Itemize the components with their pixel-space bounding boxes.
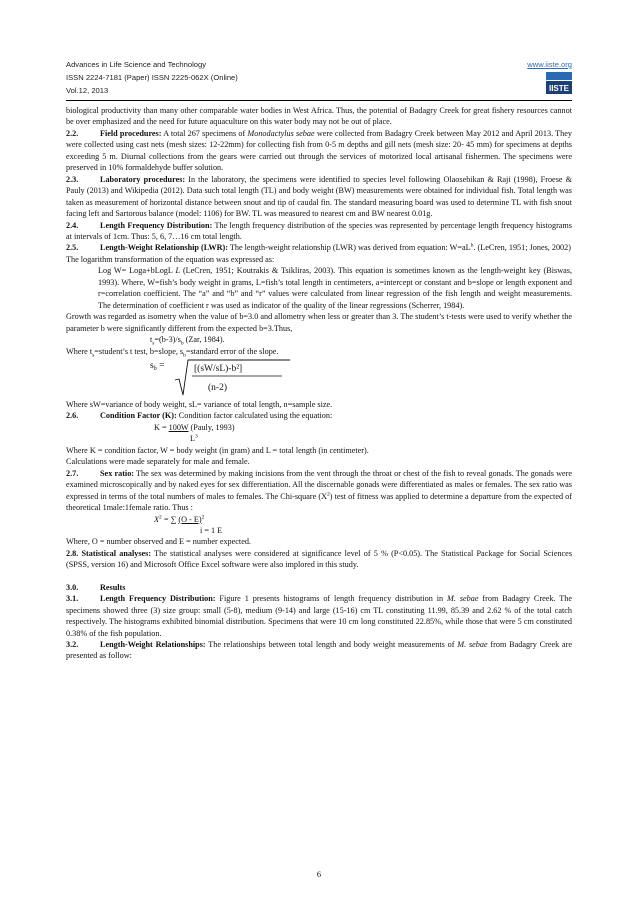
logo-text: IISTE [548, 84, 570, 93]
condition-factor-where: Where K = condition factor, W = body weight (in gram) and L = total length (in centimeter). [66, 445, 369, 455]
section-title: Condition Factor (K): [100, 411, 177, 421]
section-title: Field procedures: [100, 128, 162, 138]
section-2-7: 2.7. Sex ratio: The sex was determined by making incisions from the vent through the throat or chest of the fish to reveal gonads. The gonads were examined microscopically and by naked eyes for sex differentiation. All the discernable gonads were differentiated as males or females. The sex ratio was expressed in terms of the total numbers of males to females. The Chi-square $(X^2)$ test of fitness was applied to determine a departure from the expected of theoretical 1male:1female ratio. Thus : [66, 468, 572, 513]
chi-square-where: Where, O = number observed and E = number expected. [66, 537, 251, 547]
section-3-0 [66, 582, 572, 593]
journal-volume: Vol.12, 2013 [66, 86, 109, 95]
section-2-4: 2.4. Length Frequency Distribution: The length frequency distribution of the species was represented by percentage length frequency histograms at intervals of 1cm. Thus: 5, 6, 7…16 cm total length. [66, 220, 572, 241]
section-number: 3.1. [66, 594, 79, 604]
species-name: M. sebae [457, 640, 488, 650]
intro-paragraph: biological productivity than many other comparable water bodies in West Africa. Thus, the potential of Badagry Creek for great fishery resources cannot be over emphasized and the need for future aquaculture on this water body may not be out of place. [66, 106, 572, 127]
iiste-logo-icon [546, 72, 572, 94]
page-number: 6 [316, 870, 322, 879]
section-title: Length-Weight Relationships: [100, 640, 206, 650]
journal-name: Advances in Life Science and Technology [66, 60, 207, 69]
calculations-note: Calculations were made separately for male and female. [66, 457, 250, 467]
section-2-2: 2.2. Field procedures: A total 267 specimens of Monodactylus sebae were collected from Badagry Creek between May 2012 and April 2013. They were collected using cast nets (mesh sizes: 12-22mm) for collecting fish from 0-5 m depths and gill nets (mesh size: 20- 45 mm) for specimens at depths exceeding 5 m. Diurnal collections from the gears were carried out through the services of motorized local artisanal fishermen. The specimens were preserved in 10% formaldehyde buffer solution. [66, 128, 573, 173]
variance-where: Where sW=variance of body weight, sL= variance of total length, n=sample size. [66, 399, 333, 409]
section-title: Length Frequency Distribution: [100, 594, 216, 604]
section-number: 2.6. [66, 411, 79, 421]
section-number: 2.4. [66, 220, 79, 230]
section-number: 2.7. [66, 468, 79, 478]
t-test-equation: $t_s=(b-3)/s_b$ (Zar, 1984). [150, 335, 225, 347]
section-number: 3.0. [66, 582, 79, 592]
sb-numerator: [(sW/sL)-b²] [194, 363, 243, 374]
sb-denominator: (n-2) [208, 382, 227, 393]
journal-url-link[interactable]: www.iiste.org [527, 60, 572, 69]
svg-text:sb =: $s_b$ = [150, 360, 165, 372]
section-2-3: 2.3. Laboratory procedures: In the laboratory, the specimens were identified to species level following Olaosebikan & Raji (1998), Froese & Pauly (2013) and Wikipedia (2012). Data such total length (TL) and body weight (BW) measurements were obtained for individual fish. Total length was taken as measurement of horizontal distance between snout and tip of caudal fin. The standard measuring board was used to determine TL with fish snout facing left and Sartorous balance (model: 1106) for BW. TL was measured to nearest cm and BW nearest 0.01g. [66, 174, 572, 219]
section-3-1: 3.1. Length Frequency Distribution: Figure 1 presents histograms of length frequency distribution in M. sebae from Badagry Creek. The specimens showed three (3) size group: small (5-8), medium (9-14) and large (15-16) cm TL constituting 11.99, 85.39 and 2.62 % of the total catch respectively. The histograms exhibited binomial distribution. Specimens that were 10 cm long constituted 22.85%, while those that were 5 cm constituted 0.38% of the fish population. [66, 594, 572, 638]
journal-issn: ISSN 2224-7181 (Paper) ISSN 2225-062X (Online) [66, 73, 238, 82]
section-title: Sex ratio: [100, 468, 135, 478]
section-title: Length-Weight Relationship (LWR): [100, 243, 228, 253]
section-2-5: 2.5. Length-Weight Relationship (LWR): The length-weight relationship (LWR) was derived from equation: $W=aL^b$. (LeCren, 1951; Jones, 2002) [66, 242, 571, 253]
section-2-6: 2.6. Condition Factor (K): Condition factor calculated using the equation: [66, 411, 333, 421]
section-number: 2.2. [66, 128, 79, 138]
chi-square-equation: $X^2$ = ∑ (O - E)$^2$ [154, 513, 205, 524]
section-title: Length Frequency Distribution: [100, 220, 213, 230]
section-title: Laboratory procedures: [100, 174, 186, 184]
species-name: Monodactylus sebae [247, 128, 315, 138]
growth-paragraph: Growth was regarded as isometry when the value of b=3.0 and allometry when less or greater than 3. The student’s t-tests were used to verify whether the parameter b were significantly different from the expected b=3.Thus, [66, 312, 572, 333]
log-equation-paragraph: Log W= Loga+bLogL L (LeCren, 1951; Koutrakis & Tsikliras, 2003). This equation is sometimes known as the length-weight key (Biswas, 1993). Where, W=fish’s body weight in grams, L=fish’s total length in centimeters, a=intercept or constant and b=slope or length exponent and r=correlation coefficient. The “a” and “b” and “r” values were calculated from linear regression of the fish length and weight measurements. The determination of coefficient r was used as indicator of the quality of the linear regressions (Scherrer, 1984). [98, 266, 572, 310]
article-body [66, 105, 572, 662]
species-name: M. sebae [447, 594, 479, 604]
section-title: Results [100, 582, 126, 592]
section-gap [66, 571, 572, 582]
chi-square-denominator: i = 1 E [200, 525, 223, 535]
t-test-where: Where $t_s=student’s$ t test, b=slope, $s_b=standard$ error of the slope. [66, 346, 279, 359]
section-number: 2.3. [66, 174, 79, 184]
section-3-2: 3.2. Length-Weight Relationships: The relationships between total length and body weight measurements of M. sebae from Badagry Creek are presented as follow: [66, 640, 573, 661]
log-intro: The logarithm transformation of the equation was expressed as: [66, 254, 275, 264]
standard-error-equation [150, 358, 572, 398]
sb-formula-graphic [150, 358, 350, 398]
header-rule [66, 100, 572, 101]
condition-factor-denominator: $L^3$ [190, 433, 198, 444]
section-2-8: 2.8. Statistical analyses: The statistical analyses were considered at significance level of 5 % (P<0.05). The Statistical Package for Social Sciences (SPSS, version 16) and Microsoft Office Excel software were also implored in this study. [66, 548, 573, 570]
journal-header [66, 58, 572, 98]
section-title: 2.8. Statistical analyses: [66, 548, 152, 558]
condition-factor-equation: K = 100W (Pauly, 1993) [154, 422, 235, 432]
section-number: 3.2. [66, 640, 79, 650]
section-number: 2.5. [66, 243, 79, 253]
